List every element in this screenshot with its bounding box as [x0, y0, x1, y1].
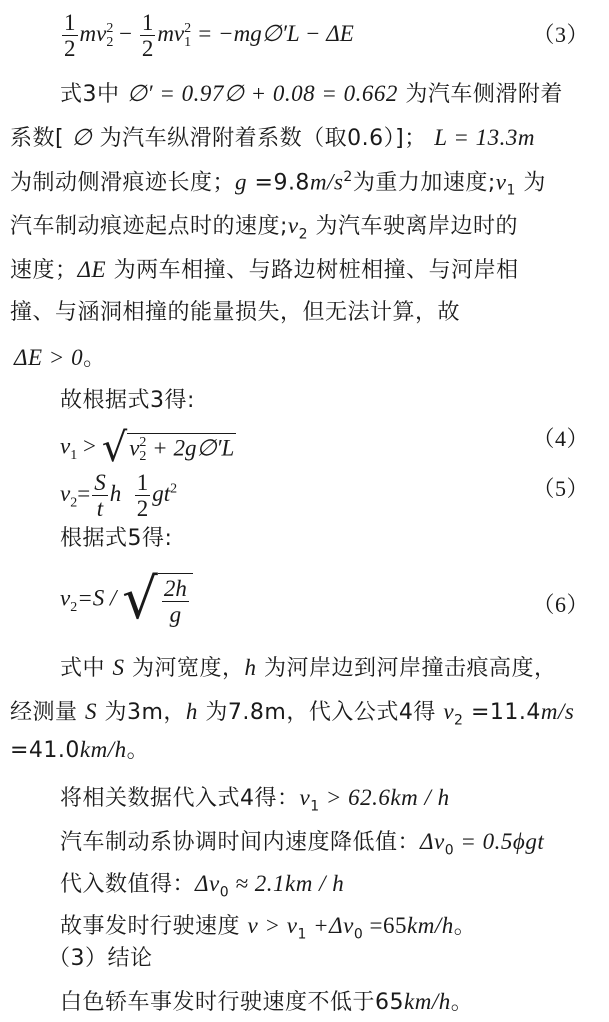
paragraph-line: 为制动侧滑痕迹长度；$g =9.8m/s^2$为重力加速度$;v_1$ 为 [10, 169, 546, 199]
section-heading: （3）结论 [48, 946, 153, 971]
equation-3: $\frac{1}{2}$ mv 2 2 − $\frac{1}{2}$ mv 2 1 = −mg∅′L − ΔE （3） [64, 10, 589, 62]
paragraph-line: 汽车制动系协调时间内速度降低值：$\Delta v_0 = 0.5\phi gt$ [60, 829, 545, 859]
equation-number: （6） [532, 592, 589, 617]
paragraph-line: 速度；ΔE 为两车相撞、与路边树桩相撞、与河岸相 [10, 257, 519, 283]
paragraph-line: 式3中 ∅′ = 0.97∅ + 0.08 = 0.662 为汽车侧滑附着 [60, 81, 563, 107]
paragraph-line: 将相关数据代入式4得：$v_1 > 62.6km / h$ [60, 785, 450, 815]
paragraph-line: 撞、与涵洞相撞的能量损失，但无法计算，故 [10, 300, 461, 325]
fraction: $\frac{1}{2}$ [136, 470, 149, 522]
equation-number: （5） [532, 476, 589, 501]
equation-5: $v_2=$ $\frac{S}{t}$ h $\frac{1}{2}$ $gt^2$ （5） [60, 470, 589, 522]
paragraph-line: 故事发时行驶速度 $v > v_1 +\Delta v_0 =65km/h$。 [60, 913, 477, 943]
paragraph-line: 经测量 S 为3m，h 为7.8m，代入公式4得 $v_2 =11.4m/s$ [10, 699, 575, 729]
fraction: $\frac{2h}{g}$ [163, 575, 187, 627]
paragraph-line: ΔE > 0。 [14, 345, 106, 371]
equation-number: （3） [532, 22, 589, 47]
sqrt-symbol: √ $\frac{2h}{g}$ [122, 572, 193, 628]
paragraph-line: =41.0km/h。 [10, 737, 150, 763]
fraction: $\frac{1}{2}$ [141, 10, 154, 62]
equation-number: （4） [532, 426, 589, 451]
conclusion-text: 白色轿车事发时行驶速度不低于65km/h。 [60, 989, 474, 1015]
paragraph-line: 根据式5得: [60, 526, 173, 551]
sqrt-symbol: √v 2 2 + 2g∅′L [101, 425, 235, 471]
paragraph-line: 汽车制动痕迹起点时的速度$;v_2$ 为汽车驶离岸边时的 [10, 213, 519, 243]
fraction: $\frac{1}{2}$ [64, 10, 76, 62]
paragraph-line: 系数[ ∅ 为汽车纵滑附着系数（取0.6）]； L = 13.3m [10, 125, 535, 151]
equation-6: $v_2=S$ / √ $\frac{2h}{g}$ （6） [60, 567, 589, 632]
equation-4: $v_1 > √v$ 2 2 + 2g∅′L （4） [60, 425, 589, 471]
fraction: $\frac{S}{t}$ [94, 470, 106, 522]
paragraph-line: 故根据式3得: [60, 388, 195, 413]
paragraph-line: 式中 S 为河宽度，h 为河岸边到河岸撞击痕高度， [60, 655, 557, 681]
paragraph-line: 代入数值得：$\Delta v_0 \approx 2.1km / h$ [60, 871, 345, 901]
